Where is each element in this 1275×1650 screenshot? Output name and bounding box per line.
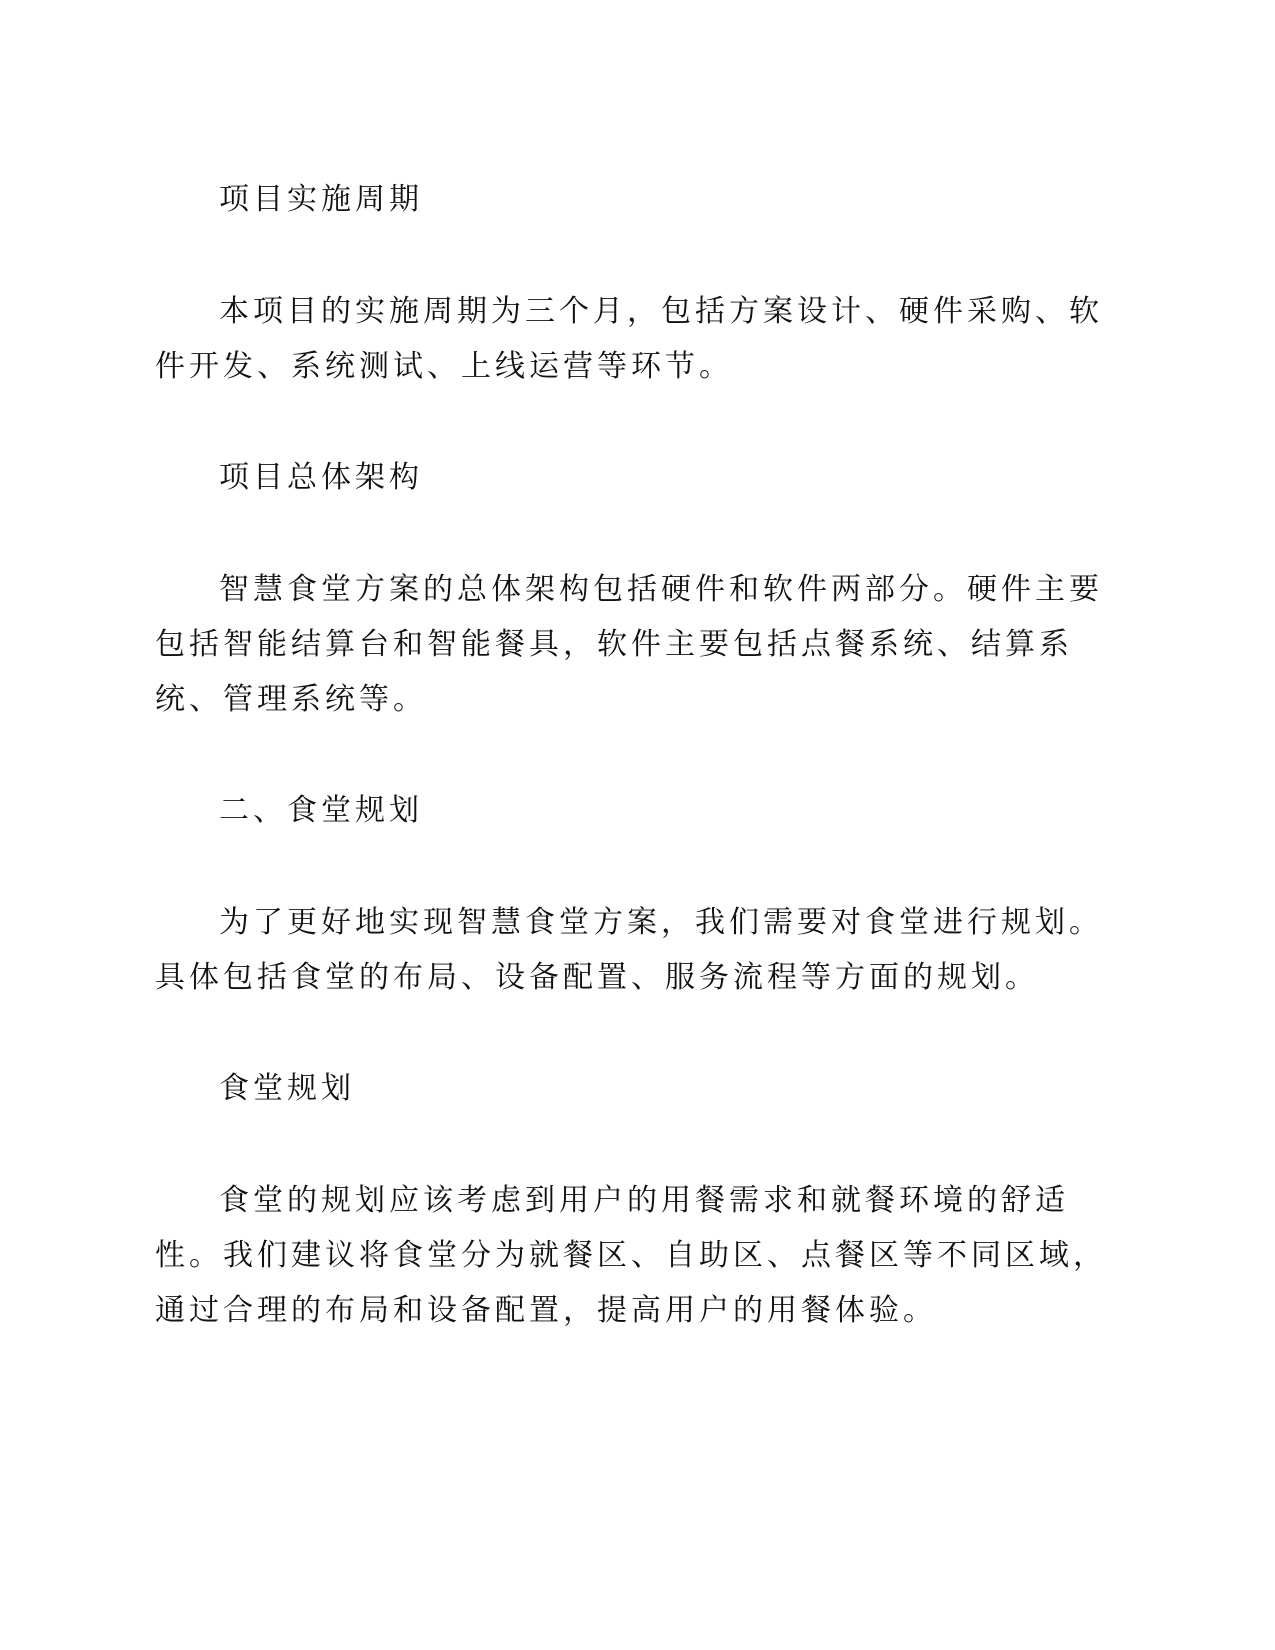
paragraph-line: 包括智能结算台和智能餐具，软件主要包括点餐系统、结算系 (155, 627, 1073, 662)
section-heading: 项目实施周期 (219, 182, 423, 217)
paragraph-line: 件开发、系统测试、上线运营等环节。 (155, 349, 733, 384)
paragraph-line: 为了更好地实现智慧食堂方案，我们需要对食堂进行规划。 (219, 905, 1103, 940)
paragraph-line: 本项目的实施周期为三个月，包括方案设计、硬件采购、软 (219, 294, 1103, 329)
section-heading: 二、食堂规划 (219, 793, 423, 828)
paragraph-line: 具体包括食堂的布局、设备配置、服务流程等方面的规划。 (155, 960, 1039, 995)
section-heading: 项目总体架构 (219, 460, 423, 495)
paragraph-line: 食堂的规划应该考虑到用户的用餐需求和就餐环境的舒适 (219, 1183, 1069, 1218)
paragraph-line: 通过合理的布局和设备配置，提高用户的用餐体验。 (155, 1293, 937, 1328)
paragraph-line: 统、管理系统等。 (155, 682, 427, 717)
paragraph-line: 性。我们建议将食堂分为就餐区、自助区、点餐区等不同区域， (155, 1238, 1107, 1273)
section-heading: 食堂规划 (219, 1071, 355, 1106)
paragraph-line: 智慧食堂方案的总体架构包括硬件和软件两部分。硬件主要 (219, 572, 1103, 607)
